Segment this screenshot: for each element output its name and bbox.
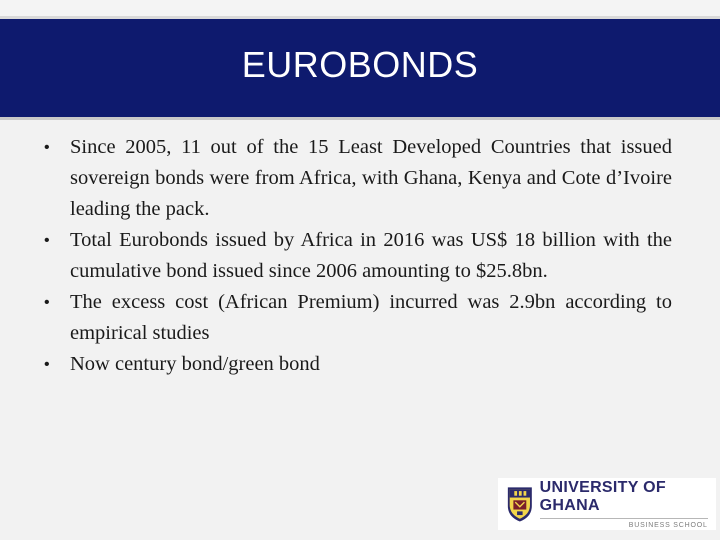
bullet-text: The excess cost (African Premium) incurred was 2.9bn according to empirical studies bbox=[70, 291, 672, 344]
bullet-icon: • bbox=[44, 294, 50, 311]
logo-sub-text: BUSINESS SCHOOL bbox=[628, 521, 708, 529]
bullet-icon: • bbox=[44, 139, 50, 156]
bullet-list bbox=[36, 132, 672, 380]
bullet-item bbox=[36, 349, 672, 380]
bullet-item bbox=[36, 287, 672, 349]
slide-content bbox=[36, 132, 672, 380]
bullet-item bbox=[36, 132, 672, 225]
bullet-text: Since 2005, 11 out of the 15 Least Developed Countries that issued sovereign bonds were from Africa, with Ghana, Kenya and Cote d’Ivoire leading the pack. bbox=[70, 136, 672, 220]
logo-text bbox=[540, 479, 716, 530]
university-crest-icon bbox=[506, 484, 534, 524]
bullet-text: Total Eurobonds issued by Africa in 2016 was US$ 18 billion with the cumulative bond issued since 2006 amounting to $25.8bn. bbox=[70, 229, 672, 282]
bullet-icon: • bbox=[44, 356, 50, 373]
logo-divider bbox=[540, 518, 708, 519]
slide-title: EUROBONDS bbox=[241, 44, 479, 85]
bullet-text: Now century bond/green bond bbox=[70, 353, 320, 375]
logo-main-text: UNIVERSITY OF GHANA bbox=[539, 478, 666, 514]
title-bar bbox=[0, 16, 720, 120]
bullet-item bbox=[36, 225, 672, 287]
top-strip bbox=[0, 0, 720, 16]
university-logo bbox=[498, 478, 716, 530]
bullet-icon: • bbox=[44, 232, 50, 249]
